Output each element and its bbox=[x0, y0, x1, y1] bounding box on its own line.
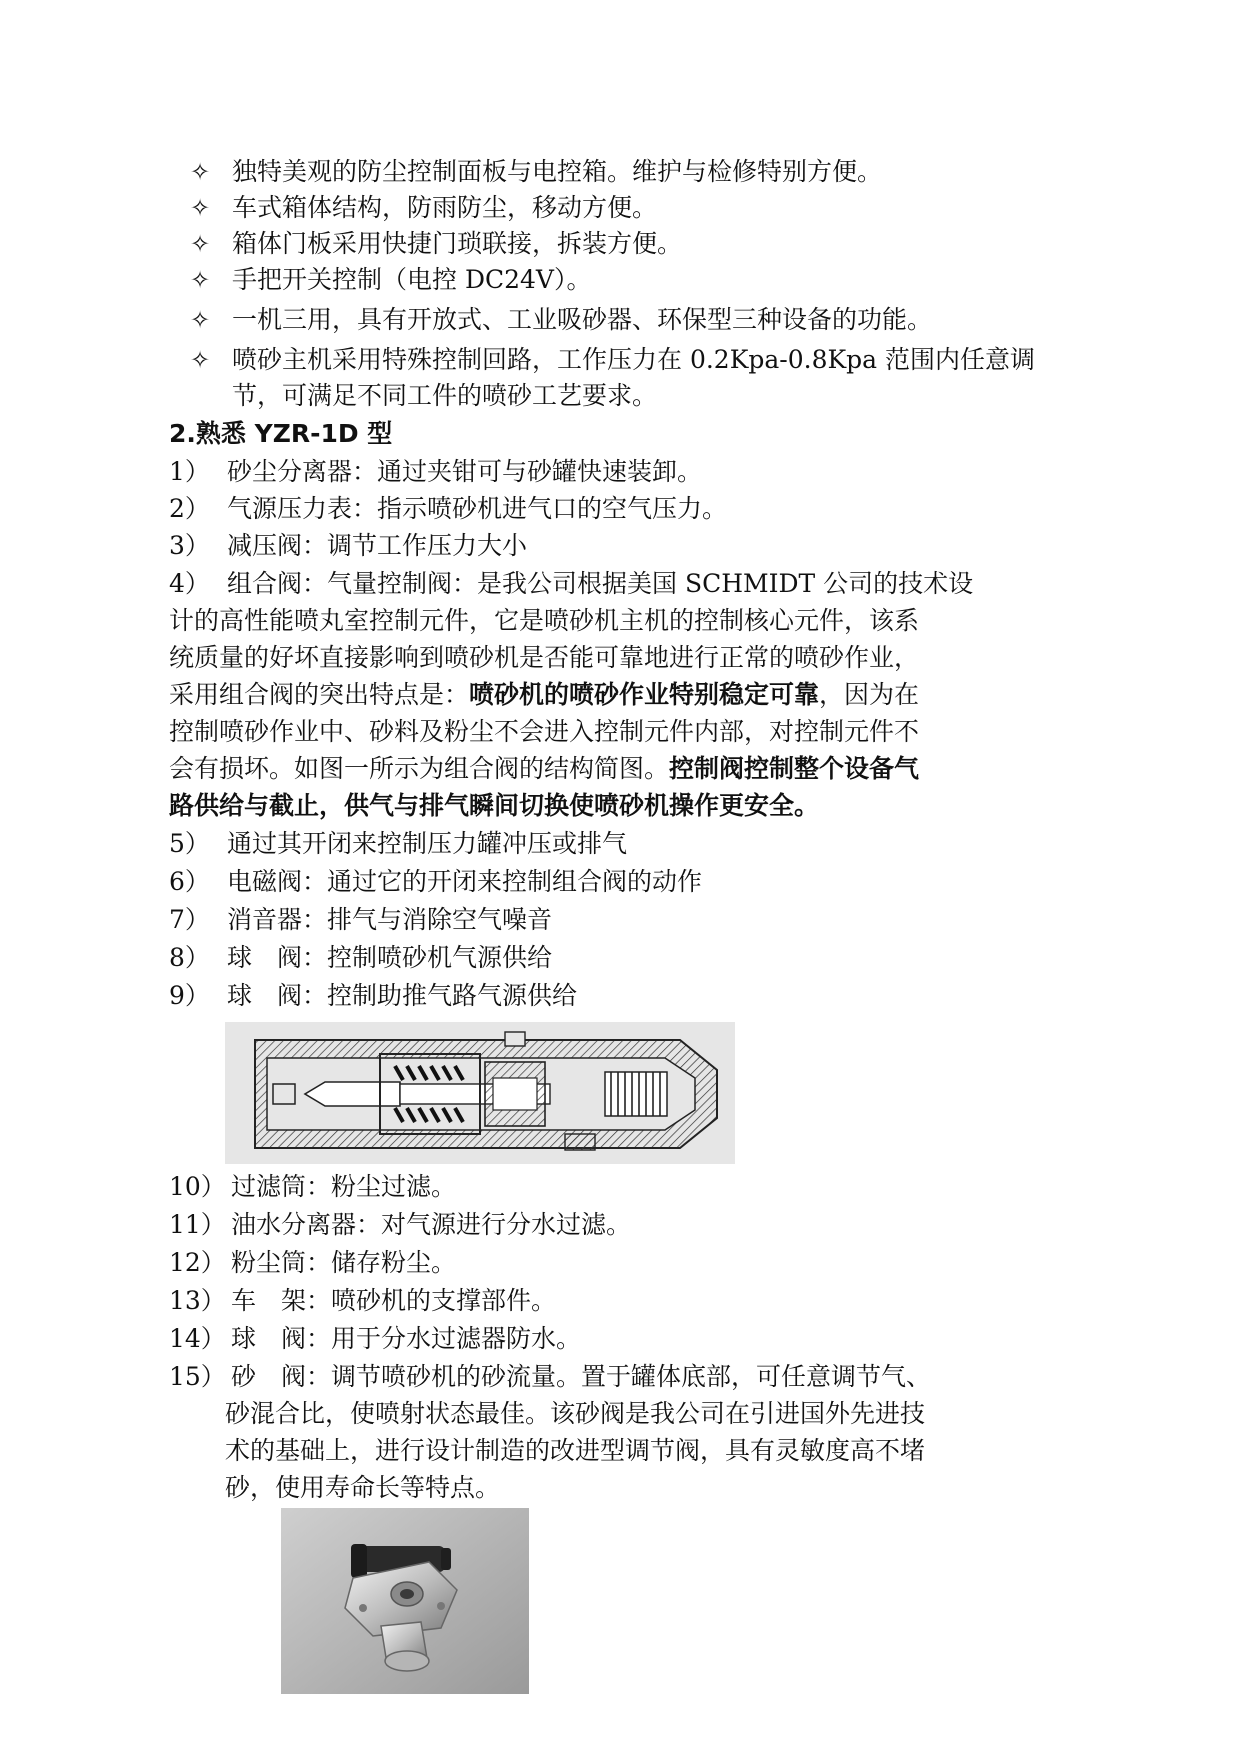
bullet-symbol: ✧ bbox=[189, 230, 211, 258]
section-heading: 2.熟悉 YZR-1D 型 bbox=[169, 419, 393, 448]
item-number: 1） bbox=[169, 457, 210, 486]
item-text: 粉尘筒：储存粉尘。 bbox=[231, 1248, 457, 1277]
bullet-text: 独特美观的防尘控制面板与电控箱。维护与检修特别方便。 bbox=[232, 157, 883, 186]
item-number: 12） bbox=[169, 1248, 226, 1277]
item-text: 砂 阀：调节喷砂机的砂流量。置于罐体底部，可任意调节气、 bbox=[231, 1362, 932, 1391]
item-text: 减压阀：调节工作压力大小 bbox=[227, 531, 528, 560]
bullet-text: 车式箱体结构，防雨防尘，移动方便。 bbox=[232, 193, 658, 222]
item-text-continued: 控制喷砂作业中、砂料及粉尘不会进入控制元件内部，对控制元件不 bbox=[169, 717, 920, 746]
item-text: 油水分离器：对气源进行分水过滤。 bbox=[231, 1210, 632, 1239]
item-number: 10） bbox=[169, 1172, 226, 1201]
item-text-segment: ，因为在 bbox=[819, 680, 920, 709]
bullet-text: 一机三用，具有开放式、工业吸砂器、环保型三种设备的功能。 bbox=[232, 305, 933, 334]
item-text-continued: 计的高性能喷丸室控制元件，它是喷砂机主机的控制核心元件，该系 bbox=[169, 606, 920, 635]
item-number: 13） bbox=[169, 1286, 226, 1315]
item-text: 砂尘分离器：通过夹钳可与砂罐快速装卸。 bbox=[227, 457, 703, 486]
item-number: 8） bbox=[169, 943, 210, 972]
emphasis-text: 路供给与截止，供气与排气瞬间切换使喷砂机操作更安全。 bbox=[169, 791, 820, 820]
item-number: 7） bbox=[169, 905, 210, 934]
combination-valve-diagram bbox=[225, 1022, 735, 1164]
item-number: 2） bbox=[169, 494, 210, 523]
item-text: 过滤筒：粉尘过滤。 bbox=[231, 1172, 457, 1201]
item-number: 14） bbox=[169, 1324, 226, 1353]
emphasis-text: 控制阀控制整个设备气 bbox=[669, 754, 920, 783]
item-text-continued bbox=[169, 677, 919, 713]
sand-valve-photo bbox=[281, 1508, 529, 1694]
item-number: 4） bbox=[169, 569, 210, 598]
item-text-segment: 会有损坏。如图一所示为组合阀的结构简图。 bbox=[169, 754, 670, 783]
item-number: 6） bbox=[169, 867, 210, 896]
bullet-symbol: ✧ bbox=[189, 266, 211, 294]
item-number: 9） bbox=[169, 981, 210, 1010]
bullet-text: 手把开关控制（电控 DC24V）。 bbox=[232, 265, 592, 294]
bullet-symbol: ✧ bbox=[189, 306, 211, 334]
item-text: 球 阀：控制喷砂机气源供给 bbox=[227, 943, 553, 972]
item-text: 消音器：排气与消除空气噪音 bbox=[227, 905, 553, 934]
bullet-text: 喷砂主机采用特殊控制回路，工作压力在 0.2Kpa-0.8Kpa 范围内任意调 bbox=[232, 345, 1036, 374]
item-text-segment: 采用组合阀的突出特点是： bbox=[169, 680, 470, 709]
item-text: 组合阀：气量控制阀：是我公司根据美国 SCHMIDT 公司的技术设 bbox=[227, 569, 974, 598]
item-number: 15） bbox=[169, 1362, 226, 1391]
item-text: 球 阀：控制助推气路气源供给 bbox=[227, 981, 578, 1010]
item-number: 5） bbox=[169, 829, 210, 858]
item-number: 11） bbox=[169, 1210, 226, 1239]
bullet-symbol: ✧ bbox=[189, 158, 211, 186]
emphasis-text: 喷砂机的喷砂作业特别稳定可靠 bbox=[469, 680, 820, 709]
item-number: 3） bbox=[169, 531, 210, 560]
item-text: 球 阀：用于分水过滤器防水。 bbox=[231, 1324, 582, 1353]
item-text: 车 架：喷砂机的支撑部件。 bbox=[231, 1286, 557, 1315]
bullet-text: 箱体门板采用快捷门琐联接，拆装方便。 bbox=[232, 229, 683, 258]
item-text: 电磁阀：通过它的开闭来控制组合阀的动作 bbox=[227, 867, 703, 896]
bullet-symbol: ✧ bbox=[189, 194, 211, 222]
bullet-text-continued: 节，可满足不同工件的喷砂工艺要求。 bbox=[232, 381, 658, 410]
item-text: 通过其开闭来控制压力罐冲压或排气 bbox=[227, 829, 628, 858]
item-text: 气源压力表：指示喷砂机进气口的空气压力。 bbox=[227, 494, 728, 523]
item-text-continued bbox=[169, 751, 919, 787]
item-text-continued: 术的基础上，进行设计制造的改进型调节阀，具有灵敏度高不堵 bbox=[225, 1436, 926, 1465]
item-text-continued: 砂混合比，使喷射状态最佳。该砂阀是我公司在引进国外先进技 bbox=[225, 1399, 926, 1428]
item-text-continued: 砂，使用寿命长等特点。 bbox=[225, 1473, 501, 1502]
item-text-continued: 统质量的好坏直接影响到喷砂机是否能可靠地进行正常的喷砂作业， bbox=[169, 643, 920, 672]
bullet-symbol: ✧ bbox=[189, 346, 211, 374]
